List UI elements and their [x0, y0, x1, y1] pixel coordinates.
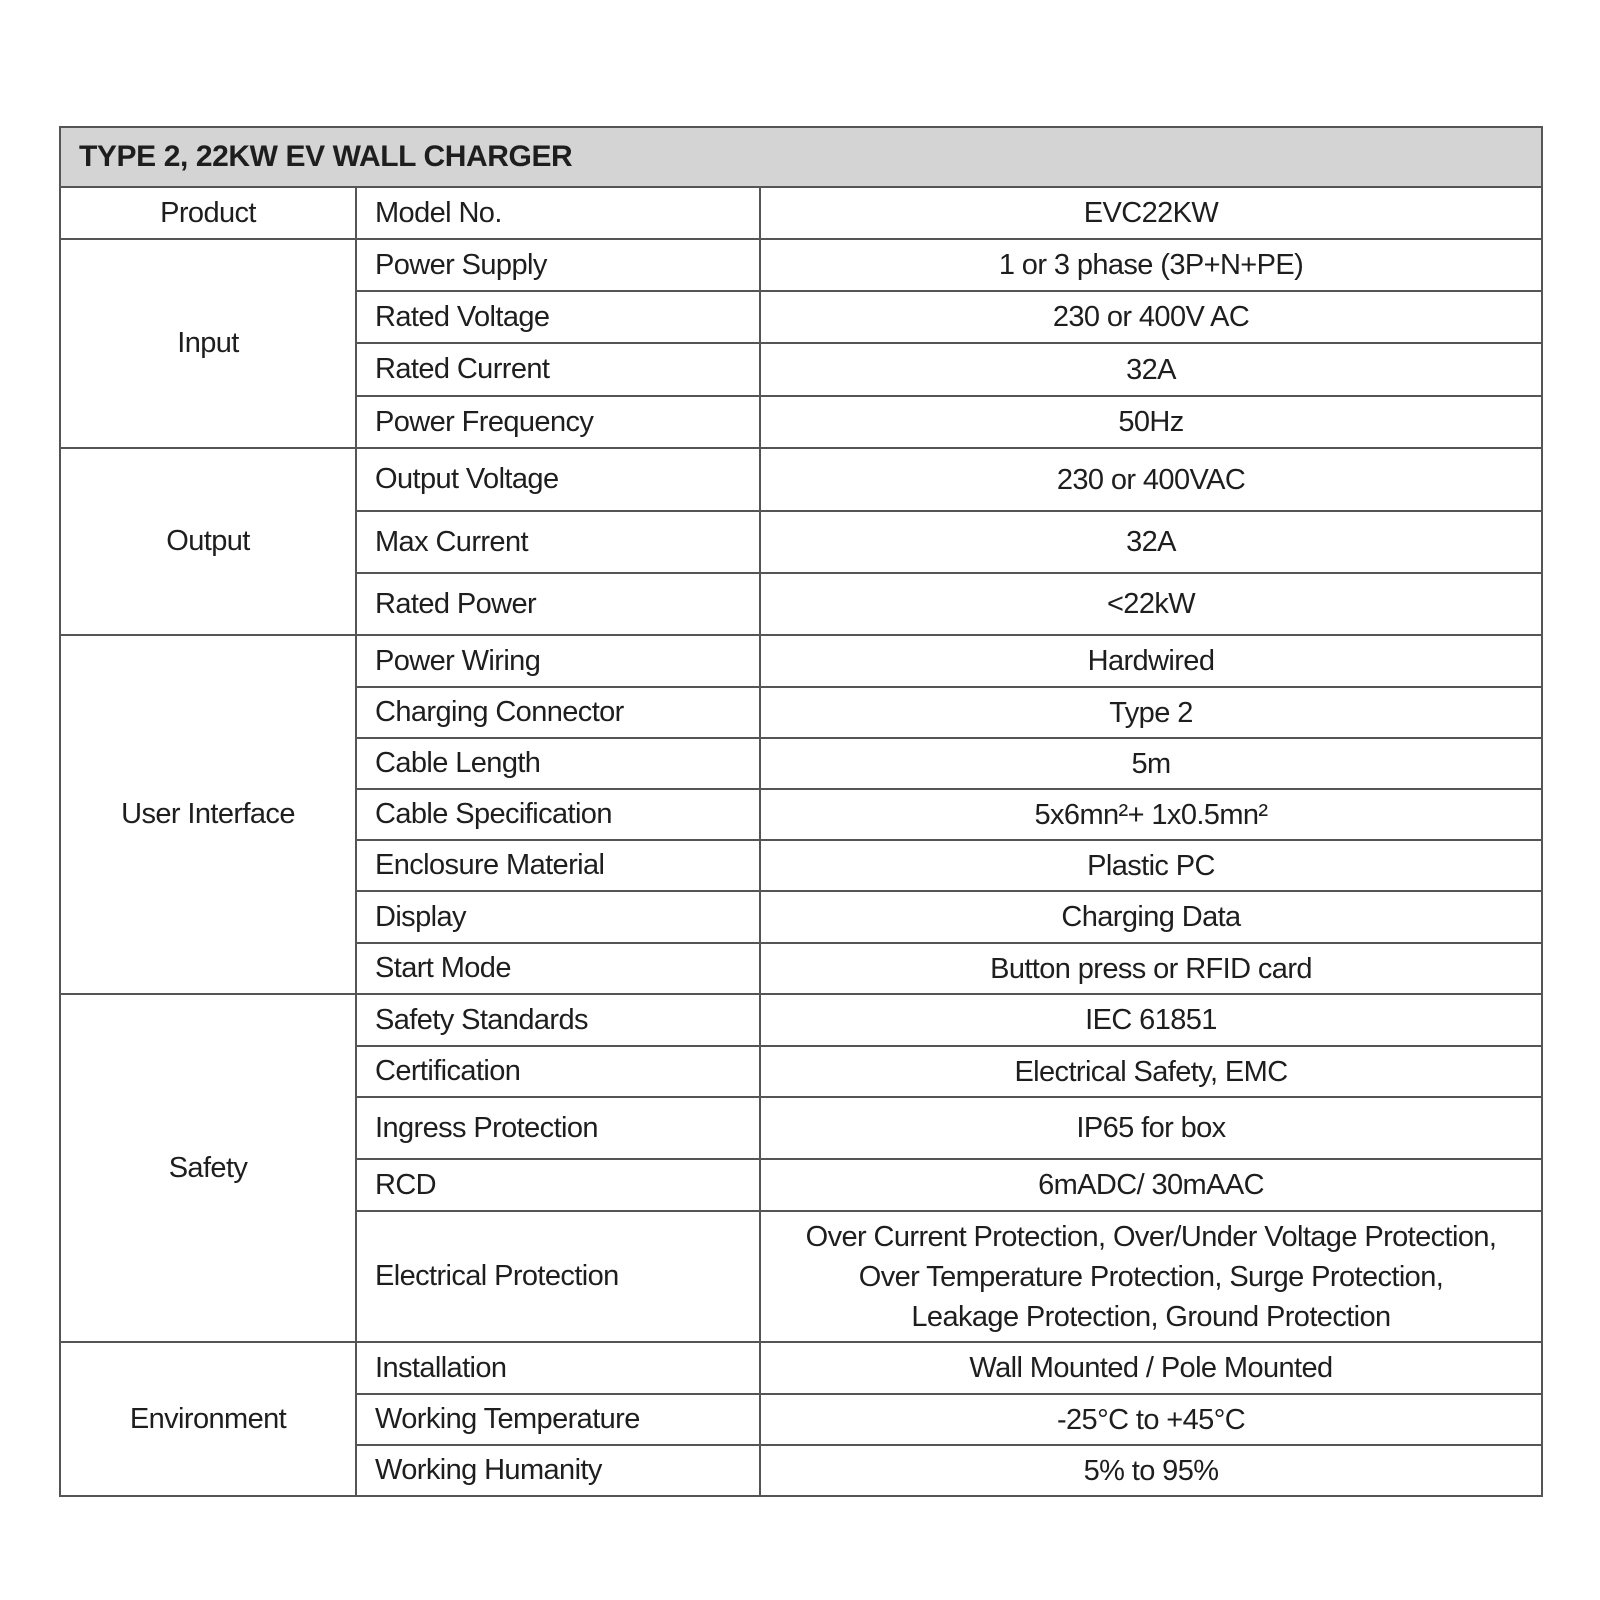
parameter-cell: Rated Current — [356, 343, 760, 396]
parameter-cell: Enclosure Material — [356, 840, 760, 891]
parameter-cell: Power Wiring — [356, 635, 760, 687]
value-cell: 5m — [760, 738, 1542, 789]
value-cell: IEC 61851 — [760, 994, 1542, 1046]
parameter-cell: RCD — [356, 1159, 760, 1211]
table-row — [60, 635, 1542, 687]
category-cell: Input — [60, 239, 356, 448]
value-cell: Hardwired — [760, 635, 1542, 687]
value-cell: EVC22KW — [760, 187, 1542, 239]
value-cell: <22kW — [760, 573, 1542, 635]
value-cell: 32A — [760, 343, 1542, 396]
table-row — [60, 1342, 1542, 1394]
parameter-cell: Charging Connector — [356, 687, 760, 738]
parameter-cell: Rated Voltage — [356, 291, 760, 343]
value-cell — [760, 1211, 1542, 1342]
parameter-cell: Electrical Protection — [356, 1211, 760, 1342]
value-line: Over Current Protection, Over/Under Voltage Protection, — [805, 1220, 1497, 1253]
parameter-cell: Working Humanity — [356, 1445, 760, 1496]
table-row — [60, 187, 1542, 239]
value-cell: 5x6mn²+ 1x0.5mn² — [760, 789, 1542, 840]
value-cell: 50Hz — [760, 396, 1542, 448]
value-cell: Type 2 — [760, 687, 1542, 738]
category-cell: Environment — [60, 1342, 356, 1496]
parameter-cell: Power Frequency — [356, 396, 760, 448]
value-cell: 230 or 400VAC — [760, 448, 1542, 511]
value-cell: 5% to 95% — [760, 1445, 1542, 1496]
value-cell: Charging Data — [760, 891, 1542, 943]
parameter-cell: Start Mode — [356, 943, 760, 994]
parameter-cell: Cable Specification — [356, 789, 760, 840]
parameter-cell: Working Temperature — [356, 1394, 760, 1445]
parameter-cell: Certification — [356, 1046, 760, 1097]
parameter-cell: Cable Length — [356, 738, 760, 789]
parameter-cell: Max Current — [356, 511, 760, 573]
category-cell: User Interface — [60, 635, 356, 994]
value-cell: Plastic PC — [760, 840, 1542, 891]
category-cell: Product — [60, 187, 356, 239]
value-line: Over Temperature Protection, Surge Protection, — [858, 1260, 1444, 1293]
value-cell: 1 or 3 phase (3P+N+PE) — [760, 239, 1542, 291]
parameter-cell: Safety Standards — [356, 994, 760, 1046]
table-row — [60, 448, 1542, 511]
parameter-cell: Output Voltage — [356, 448, 760, 511]
category-cell: Output — [60, 448, 356, 635]
value-cell: -25°C to +45°C — [760, 1394, 1542, 1445]
table-row — [60, 994, 1542, 1046]
value-line: Leakage Protection, Ground Protection — [911, 1300, 1391, 1333]
spec-table — [59, 126, 1543, 1497]
parameter-cell: Model No. — [356, 187, 760, 239]
category-cell: Safety — [60, 994, 356, 1342]
value-cell: 6mADC/ 30mAAC — [760, 1159, 1542, 1211]
value-cell: Electrical Safety, EMC — [760, 1046, 1542, 1097]
table-row — [60, 239, 1542, 291]
table-title: TYPE 2, 22KW EV WALL CHARGER — [60, 127, 1542, 187]
value-cell: IP65 for box — [760, 1097, 1542, 1159]
parameter-cell: Rated Power — [356, 573, 760, 635]
value-cell: Wall Mounted / Pole Mounted — [760, 1342, 1542, 1394]
parameter-cell: Installation — [356, 1342, 760, 1394]
value-cell: 32A — [760, 511, 1542, 573]
value-cell: 230 or 400V AC — [760, 291, 1542, 343]
parameter-cell: Power Supply — [356, 239, 760, 291]
value-cell: Button press or RFID card — [760, 943, 1542, 994]
parameter-cell: Display — [356, 891, 760, 943]
parameter-cell: Ingress Protection — [356, 1097, 760, 1159]
